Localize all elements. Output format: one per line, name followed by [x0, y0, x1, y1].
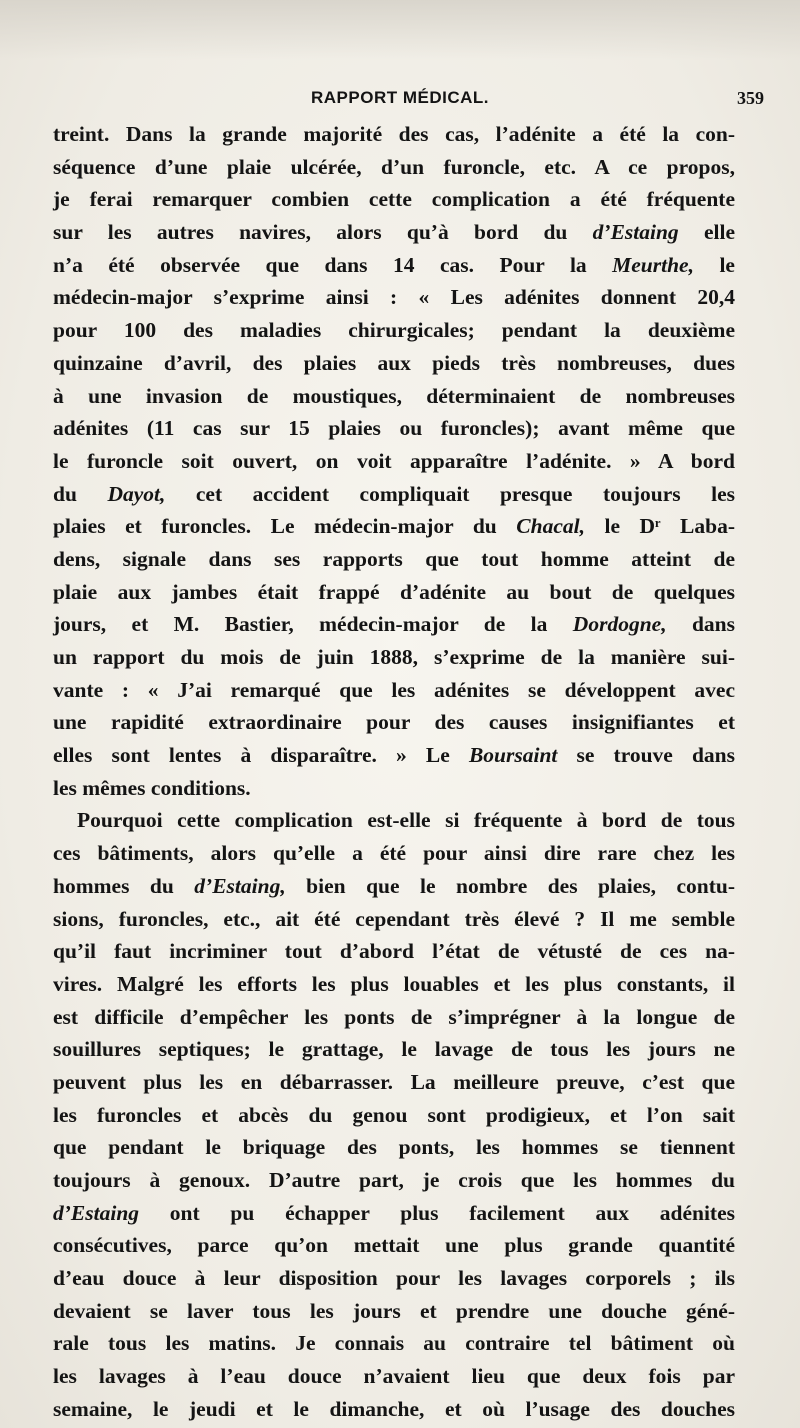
text-line — [53, 804, 735, 837]
text-segment: plaie aux jambes était frappé d’adénite au bout de quelques — [53, 579, 735, 604]
text-segment: ont pu échapper plus facilement aux adénites — [139, 1200, 735, 1225]
text-line — [53, 1262, 735, 1295]
italic-ship-name: Chacal, — [516, 514, 585, 539]
text-line — [53, 674, 735, 707]
text-line — [53, 216, 735, 249]
text-line — [53, 1066, 735, 1099]
text-line — [53, 543, 735, 576]
text-line — [53, 870, 735, 903]
text-segment: cet accident compliquait presque toujours les — [165, 481, 735, 506]
text-segment: Pourquoi cette complication est-elle si fréquente à bord de tous — [77, 808, 735, 833]
text-line — [53, 1131, 735, 1164]
running-head — [0, 88, 800, 112]
italic-ship-name: Dordogne, — [572, 612, 667, 637]
text-segment: que pendant le briquage des ponts, les hommes se tiennent — [53, 1135, 735, 1160]
italic-ship-name: Meurthe, — [612, 252, 694, 277]
text-segment: semaine, le jeudi et le dimanche, et où l’usage des douches — [53, 1396, 735, 1421]
text-segment: un rapport du mois de juin 1888, s’exprime de la manière sui- — [53, 645, 735, 669]
text-segment: vires. Malgré les efforts les plus louables et les plus constants, il — [53, 971, 735, 996]
text-segment: je ferai remarquer combien cette complication a été fréquente — [53, 187, 735, 212]
italic-ship-name: Boursaint — [468, 743, 558, 768]
text-line — [53, 1360, 735, 1393]
text-segment: se trouve dans — [557, 743, 736, 768]
italic-ship-name: d’Estaing — [53, 1200, 140, 1225]
text-line — [53, 412, 735, 445]
body-text — [53, 118, 735, 1426]
text-line — [53, 608, 735, 641]
text-segment: séquence d’une plaie ulcérée, d’un furoncle, etc. A ce propos, — [53, 154, 735, 179]
text-line — [53, 380, 735, 413]
text-segment: le — [693, 252, 735, 277]
text-line — [53, 281, 735, 314]
text-segment: plaies et furoncles. Le médecin-major du — [53, 514, 517, 539]
page-edge-shadow — [0, 0, 800, 60]
text-line — [53, 903, 735, 936]
text-segment: les lavages à l’eau douce n’avaient lieu que deux fois par — [53, 1364, 735, 1389]
text-line — [53, 1033, 735, 1066]
italic-ship-name: d’Estaing — [592, 220, 679, 245]
text-segment: les mêmes conditions. — [53, 775, 251, 800]
text-line — [53, 1099, 735, 1132]
italic-ship-name: d’Estaing, — [194, 873, 286, 898]
text-line — [53, 576, 735, 609]
text-segment: pour 100 des maladies chirurgicales; pendant la deuxième — [53, 318, 735, 343]
text-segment: d’eau douce à leur disposition pour les lavages corporels ; ils — [53, 1266, 735, 1291]
text-segment: adénites (11 cas sur 15 plaies ou furoncles); avant même que — [53, 416, 735, 441]
text-segment: consécutives, parce qu’on mettait une plus grande quantité — [53, 1233, 735, 1258]
text-line — [53, 706, 735, 739]
text-line — [53, 314, 735, 347]
text-segment: devaient se laver tous les jours et prendre une douche géné- — [53, 1298, 735, 1323]
text-segment: à une invasion de moustiques, déterminaient de nombreuses — [53, 383, 735, 408]
text-segment: médecin-major s’exprime ainsi : « Les adénites donnent 20,4 — [53, 285, 735, 310]
text-line — [53, 1001, 735, 1034]
text-line — [53, 1295, 735, 1328]
text-line — [53, 739, 735, 772]
text-line — [53, 510, 735, 543]
text-segment: vante : « J’ai remarqué que les adénites se développent avec — [53, 677, 735, 702]
running-title: RAPPORT MÉDICAL. — [311, 88, 489, 107]
text-line — [53, 1164, 735, 1197]
text-segment: sions, furoncles, etc., ait été cependant très élevé ? Il me semble — [53, 906, 735, 931]
text-segment: hommes du — [53, 873, 195, 898]
text-segment: elle — [678, 220, 735, 245]
text-line — [53, 478, 735, 511]
text-segment: n’a été observée que dans 14 cas. Pour la — [53, 252, 613, 277]
text-segment: qu’il faut incriminer tout d’abord l’état de vétusté de ces na- — [53, 939, 735, 964]
text-segment: elles sont lentes à disparaître. » Le — [53, 743, 469, 768]
text-segment: treint. Dans la grande majorité des cas, l’adénite a été la con- — [53, 122, 735, 146]
text-segment: bien que le nombre des plaies, contu- — [285, 873, 735, 898]
text-line — [53, 118, 735, 151]
text-segment: le furoncle soit ouvert, on voit apparaître l’adénite. » A bord — [53, 448, 735, 473]
text-segment: toujours à genoux. D’autre part, je crois que les hommes du — [53, 1168, 735, 1192]
text-line — [53, 772, 735, 805]
text-line — [53, 935, 735, 968]
text-segment: les furoncles et abcès du genou sont prodigieux, et l’on sait — [53, 1102, 735, 1127]
text-segment: du — [53, 481, 108, 506]
text-line — [53, 151, 735, 184]
text-segment: sur les autres navires, alors qu’à bord du — [53, 220, 593, 245]
text-line — [53, 1327, 735, 1360]
text-segment: quinzaine d’avril, des plaies aux pieds très nombreuses, dues — [53, 350, 735, 375]
text-segment: est difficile d’empêcher les ponts de s’imprégner à la longue de — [53, 1004, 735, 1029]
text-line — [53, 347, 735, 380]
page-number: 359 — [737, 88, 764, 108]
text-segment: dans — [666, 612, 735, 637]
text-line — [53, 183, 735, 216]
text-line — [53, 837, 735, 870]
text-segment: souillures septiques; le grattage, le lavage de tous les jours ne — [53, 1037, 735, 1062]
text-segment: jours, et M. Bastier, médecin-major de la — [53, 612, 573, 637]
text-line — [53, 1393, 735, 1426]
text-segment: rale tous les matins. Je connais au contraire tel bâtiment où — [53, 1331, 735, 1356]
text-line — [53, 445, 735, 478]
text-segment: le Dʳ Laba- — [584, 514, 735, 539]
text-segment: une rapidité extraordinaire pour des causes insignifiantes et — [53, 710, 735, 735]
text-line — [53, 641, 735, 674]
text-line — [53, 1229, 735, 1262]
italic-ship-name: Dayot, — [107, 481, 166, 506]
text-line — [53, 249, 735, 282]
text-line — [53, 968, 735, 1001]
text-segment: peuvent plus les en débarrasser. La meilleure preuve, c’est que — [53, 1069, 735, 1094]
text-segment: dens, signale dans ses rapports que tout homme atteint de — [53, 546, 735, 571]
text-line — [53, 1197, 735, 1230]
text-segment: ces bâtiments, alors qu’elle a été pour ainsi dire rare chez les — [53, 841, 735, 866]
